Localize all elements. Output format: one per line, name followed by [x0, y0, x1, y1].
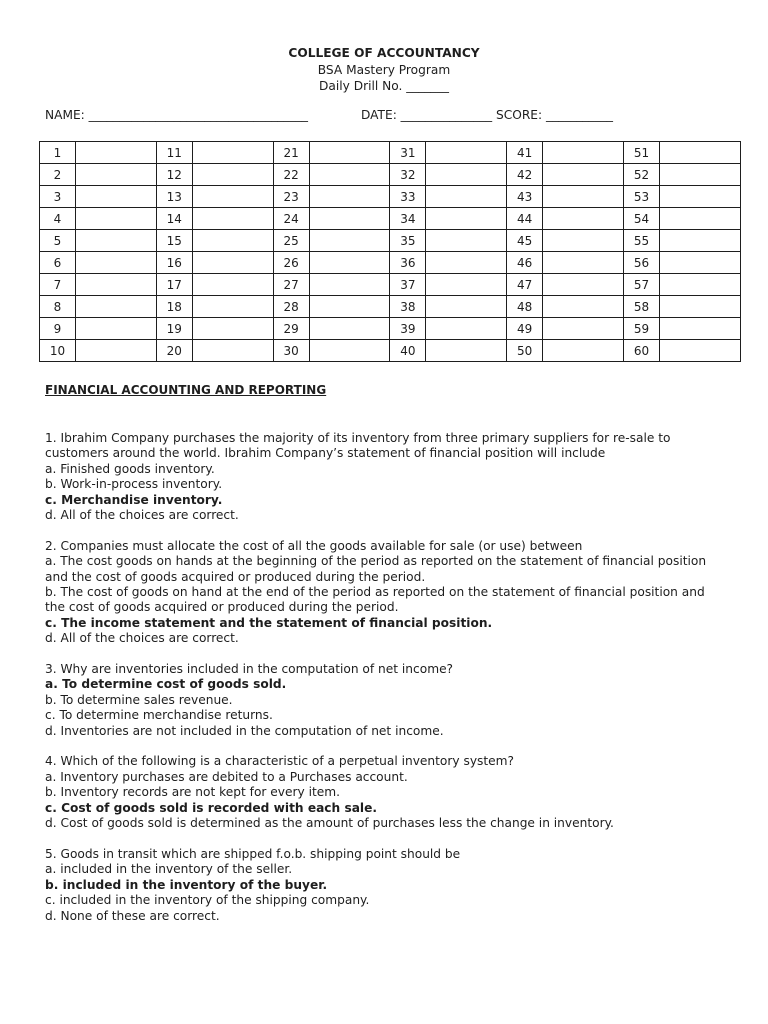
answer-blank[interactable] — [426, 164, 507, 186]
answer-number: 57 — [623, 274, 659, 296]
answer-number: 31 — [390, 142, 426, 164]
answer-choice: d. None of these are correct. — [45, 908, 220, 923]
answer-blank[interactable] — [192, 274, 273, 296]
answer-blank[interactable] — [76, 318, 157, 340]
answer-number: 54 — [623, 208, 659, 230]
question-item — [45, 662, 725, 739]
answer-blank[interactable] — [659, 318, 740, 340]
answer-blank[interactable] — [426, 296, 507, 318]
answer-number: 32 — [390, 164, 426, 186]
correct-choice: b. included in the inventory of the buyer. — [45, 877, 328, 892]
answer-row — [40, 340, 741, 362]
answer-number: 58 — [623, 296, 659, 318]
answer-blank[interactable] — [309, 142, 390, 164]
answer-choice: c. included in the inventory of the shipping company. — [45, 893, 370, 908]
answer-row — [40, 318, 741, 340]
answer-blank[interactable] — [659, 164, 740, 186]
answer-blank[interactable] — [192, 296, 273, 318]
answer-row — [40, 274, 741, 296]
answer-blank[interactable] — [543, 296, 624, 318]
student-info-row — [45, 107, 725, 123]
question-item — [45, 847, 725, 924]
answer-number: 21 — [273, 142, 309, 164]
answer-number: 27 — [273, 274, 309, 296]
answer-number: 45 — [507, 230, 543, 252]
answer-number: 60 — [623, 340, 659, 362]
answer-number: 37 — [390, 274, 426, 296]
answer-number: 46 — [507, 252, 543, 274]
answer-choice: a. The cost goods on hands at the beginning of the period as reported on the statement of financial position and the cost of goods acquired or produced during the period. — [45, 554, 707, 584]
answer-grid-body — [40, 142, 741, 362]
answer-number: 12 — [156, 164, 192, 186]
answer-blank[interactable] — [543, 230, 624, 252]
answer-blank[interactable] — [76, 164, 157, 186]
answer-row — [40, 252, 741, 274]
answer-number: 53 — [623, 186, 659, 208]
answer-blank[interactable] — [426, 274, 507, 296]
answer-blank[interactable] — [309, 252, 390, 274]
answer-number: 25 — [273, 230, 309, 252]
answer-number: 8 — [40, 296, 76, 318]
question-item — [45, 431, 725, 523]
answer-blank[interactable] — [192, 318, 273, 340]
answer-number: 39 — [390, 318, 426, 340]
answer-number: 18 — [156, 296, 192, 318]
answer-number: 20 — [156, 340, 192, 362]
answer-number: 34 — [390, 208, 426, 230]
answer-blank[interactable] — [76, 296, 157, 318]
answer-choice: d. All of the choices are correct. — [45, 508, 239, 523]
answer-blank[interactable] — [543, 186, 624, 208]
answer-row — [40, 230, 741, 252]
answer-choice: a. included in the inventory of the seller. — [45, 862, 293, 877]
program-name: BSA Mastery Program — [317, 62, 451, 77]
answer-choice: b. Inventory records are not kept for every item. — [45, 785, 340, 800]
answer-choice: a. Finished goods inventory. — [45, 461, 215, 476]
answer-blank[interactable] — [543, 142, 624, 164]
question-list — [45, 431, 725, 939]
answer-blank[interactable] — [543, 274, 624, 296]
answer-choice: b. To determine sales revenue. — [45, 692, 233, 707]
score-field: SCORE: ___________ — [496, 108, 614, 122]
drill-number: Daily Drill No. _______ — [319, 79, 449, 93]
answer-number: 38 — [390, 296, 426, 318]
answer-number: 2 — [40, 164, 76, 186]
answer-blank[interactable] — [426, 186, 507, 208]
answer-blank[interactable] — [192, 164, 273, 186]
section-title: FINANCIAL ACCOUNTING AND REPORTING — [45, 383, 327, 397]
answer-blank[interactable] — [76, 142, 157, 164]
answer-choice: d. Inventories are not included in the computation of net income. — [45, 723, 444, 738]
answer-blank[interactable] — [659, 274, 740, 296]
answer-blank[interactable] — [309, 318, 390, 340]
answer-row — [40, 208, 741, 230]
answer-number: 19 — [156, 318, 192, 340]
answer-blank[interactable] — [426, 340, 507, 362]
answer-number: 9 — [40, 318, 76, 340]
answer-number: 44 — [507, 208, 543, 230]
answer-blank[interactable] — [192, 142, 273, 164]
answer-row — [40, 142, 741, 164]
answer-blank[interactable] — [659, 252, 740, 274]
answer-number: 26 — [273, 252, 309, 274]
answer-number: 47 — [507, 274, 543, 296]
answer-row — [40, 186, 741, 208]
answer-number: 59 — [623, 318, 659, 340]
answer-choice: b. Work-in-process inventory. — [45, 477, 223, 492]
answer-blank[interactable] — [659, 142, 740, 164]
answer-blank[interactable] — [659, 208, 740, 230]
correct-choice: a. To determine cost of goods sold. — [45, 677, 287, 692]
answer-number: 40 — [390, 340, 426, 362]
answer-number: 22 — [273, 164, 309, 186]
answer-blank[interactable] — [76, 252, 157, 274]
question-stem: 3. Why are inventories included in the computation of net income? — [45, 662, 454, 677]
answer-choice: b. The cost of goods on hand at the end of the period as reported on the statement of financial position and the cost of goods acquired or produced during the period. — [45, 585, 705, 615]
name-field: NAME: ____________________________________ — [45, 108, 309, 122]
answer-number: 49 — [507, 318, 543, 340]
answer-choice: d. All of the choices are correct. — [45, 631, 239, 646]
answer-number: 7 — [40, 274, 76, 296]
answer-blank[interactable] — [659, 186, 740, 208]
answer-blank[interactable] — [309, 164, 390, 186]
answer-number: 36 — [390, 252, 426, 274]
question-item — [45, 754, 725, 831]
answer-number: 3 — [40, 186, 76, 208]
answer-blank[interactable] — [309, 230, 390, 252]
answer-blank[interactable] — [543, 164, 624, 186]
answer-sheet-grid — [39, 141, 741, 362]
answer-blank[interactable] — [192, 230, 273, 252]
question-stem: 2. Companies must allocate the cost of all the goods available for sale (or use) between — [45, 538, 583, 553]
answer-number: 51 — [623, 142, 659, 164]
answer-blank[interactable] — [309, 340, 390, 362]
answer-blank[interactable] — [426, 318, 507, 340]
answer-number: 11 — [156, 142, 192, 164]
answer-blank[interactable] — [659, 340, 740, 362]
answer-blank[interactable] — [426, 142, 507, 164]
answer-number: 14 — [156, 208, 192, 230]
answer-number: 43 — [507, 186, 543, 208]
question-stem: 1. Ibrahim Company purchases the majority of its inventory from three primary suppliers for re-sale to customers around the world. Ibrahim Company’s statement of financial position will include — [45, 431, 671, 461]
answer-blank[interactable] — [309, 274, 390, 296]
answer-number: 55 — [623, 230, 659, 252]
answer-number: 29 — [273, 318, 309, 340]
answer-choice: c. To determine merchandise returns. — [45, 708, 273, 723]
question-stem: 5. Goods in transit which are shipped f.o.b. shipping point should be — [45, 846, 461, 861]
answer-number: 28 — [273, 296, 309, 318]
answer-blank[interactable] — [76, 340, 157, 362]
answer-blank[interactable] — [543, 318, 624, 340]
answer-blank[interactable] — [76, 230, 157, 252]
answer-blank[interactable] — [76, 186, 157, 208]
answer-number: 48 — [507, 296, 543, 318]
answer-blank[interactable] — [659, 296, 740, 318]
answer-choice: a. Inventory purchases are debited to a Purchases account. — [45, 769, 408, 784]
answer-number: 6 — [40, 252, 76, 274]
answer-number: 56 — [623, 252, 659, 274]
answer-blank[interactable] — [309, 186, 390, 208]
date-field: DATE: _______________ — [361, 108, 493, 122]
answer-blank[interactable] — [543, 208, 624, 230]
answer-blank[interactable] — [76, 274, 157, 296]
correct-choice: c. The income statement and the statement of financial position. — [45, 615, 493, 630]
answer-blank[interactable] — [426, 208, 507, 230]
answer-blank[interactable] — [309, 208, 390, 230]
answer-choice: d. Cost of goods sold is determined as the amount of purchases less the change in inventory. — [45, 816, 614, 831]
answer-row — [40, 296, 741, 318]
correct-choice: c. Merchandise inventory. — [45, 492, 223, 507]
answer-number: 30 — [273, 340, 309, 362]
answer-number: 23 — [273, 186, 309, 208]
answer-number: 50 — [507, 340, 543, 362]
answer-blank[interactable] — [659, 230, 740, 252]
answer-blank[interactable] — [543, 340, 624, 362]
answer-blank[interactable] — [309, 296, 390, 318]
answer-number: 10 — [40, 340, 76, 362]
answer-number: 16 — [156, 252, 192, 274]
answer-blank[interactable] — [192, 340, 273, 362]
document-header — [0, 45, 768, 95]
answer-number: 17 — [156, 274, 192, 296]
answer-row — [40, 164, 741, 186]
answer-blank[interactable] — [192, 186, 273, 208]
answer-number: 24 — [273, 208, 309, 230]
answer-number: 41 — [507, 142, 543, 164]
answer-number: 13 — [156, 186, 192, 208]
answer-number: 1 — [40, 142, 76, 164]
answer-blank[interactable] — [426, 252, 507, 274]
answer-number: 15 — [156, 230, 192, 252]
question-item — [45, 539, 725, 647]
answer-number: 42 — [507, 164, 543, 186]
answer-number: 35 — [390, 230, 426, 252]
correct-choice: c. Cost of goods sold is recorded with each sale. — [45, 800, 378, 815]
answer-number: 33 — [390, 186, 426, 208]
answer-number: 5 — [40, 230, 76, 252]
answer-blank[interactable] — [543, 252, 624, 274]
answer-blank[interactable] — [76, 208, 157, 230]
school-title: COLLEGE OF ACCOUNTANCY — [288, 46, 480, 60]
answer-number: 4 — [40, 208, 76, 230]
answer-blank[interactable] — [192, 208, 273, 230]
answer-number: 52 — [623, 164, 659, 186]
answer-blank[interactable] — [426, 230, 507, 252]
question-stem: 4. Which of the following is a characteristic of a perpetual inventory system? — [45, 754, 514, 769]
answer-blank[interactable] — [192, 252, 273, 274]
